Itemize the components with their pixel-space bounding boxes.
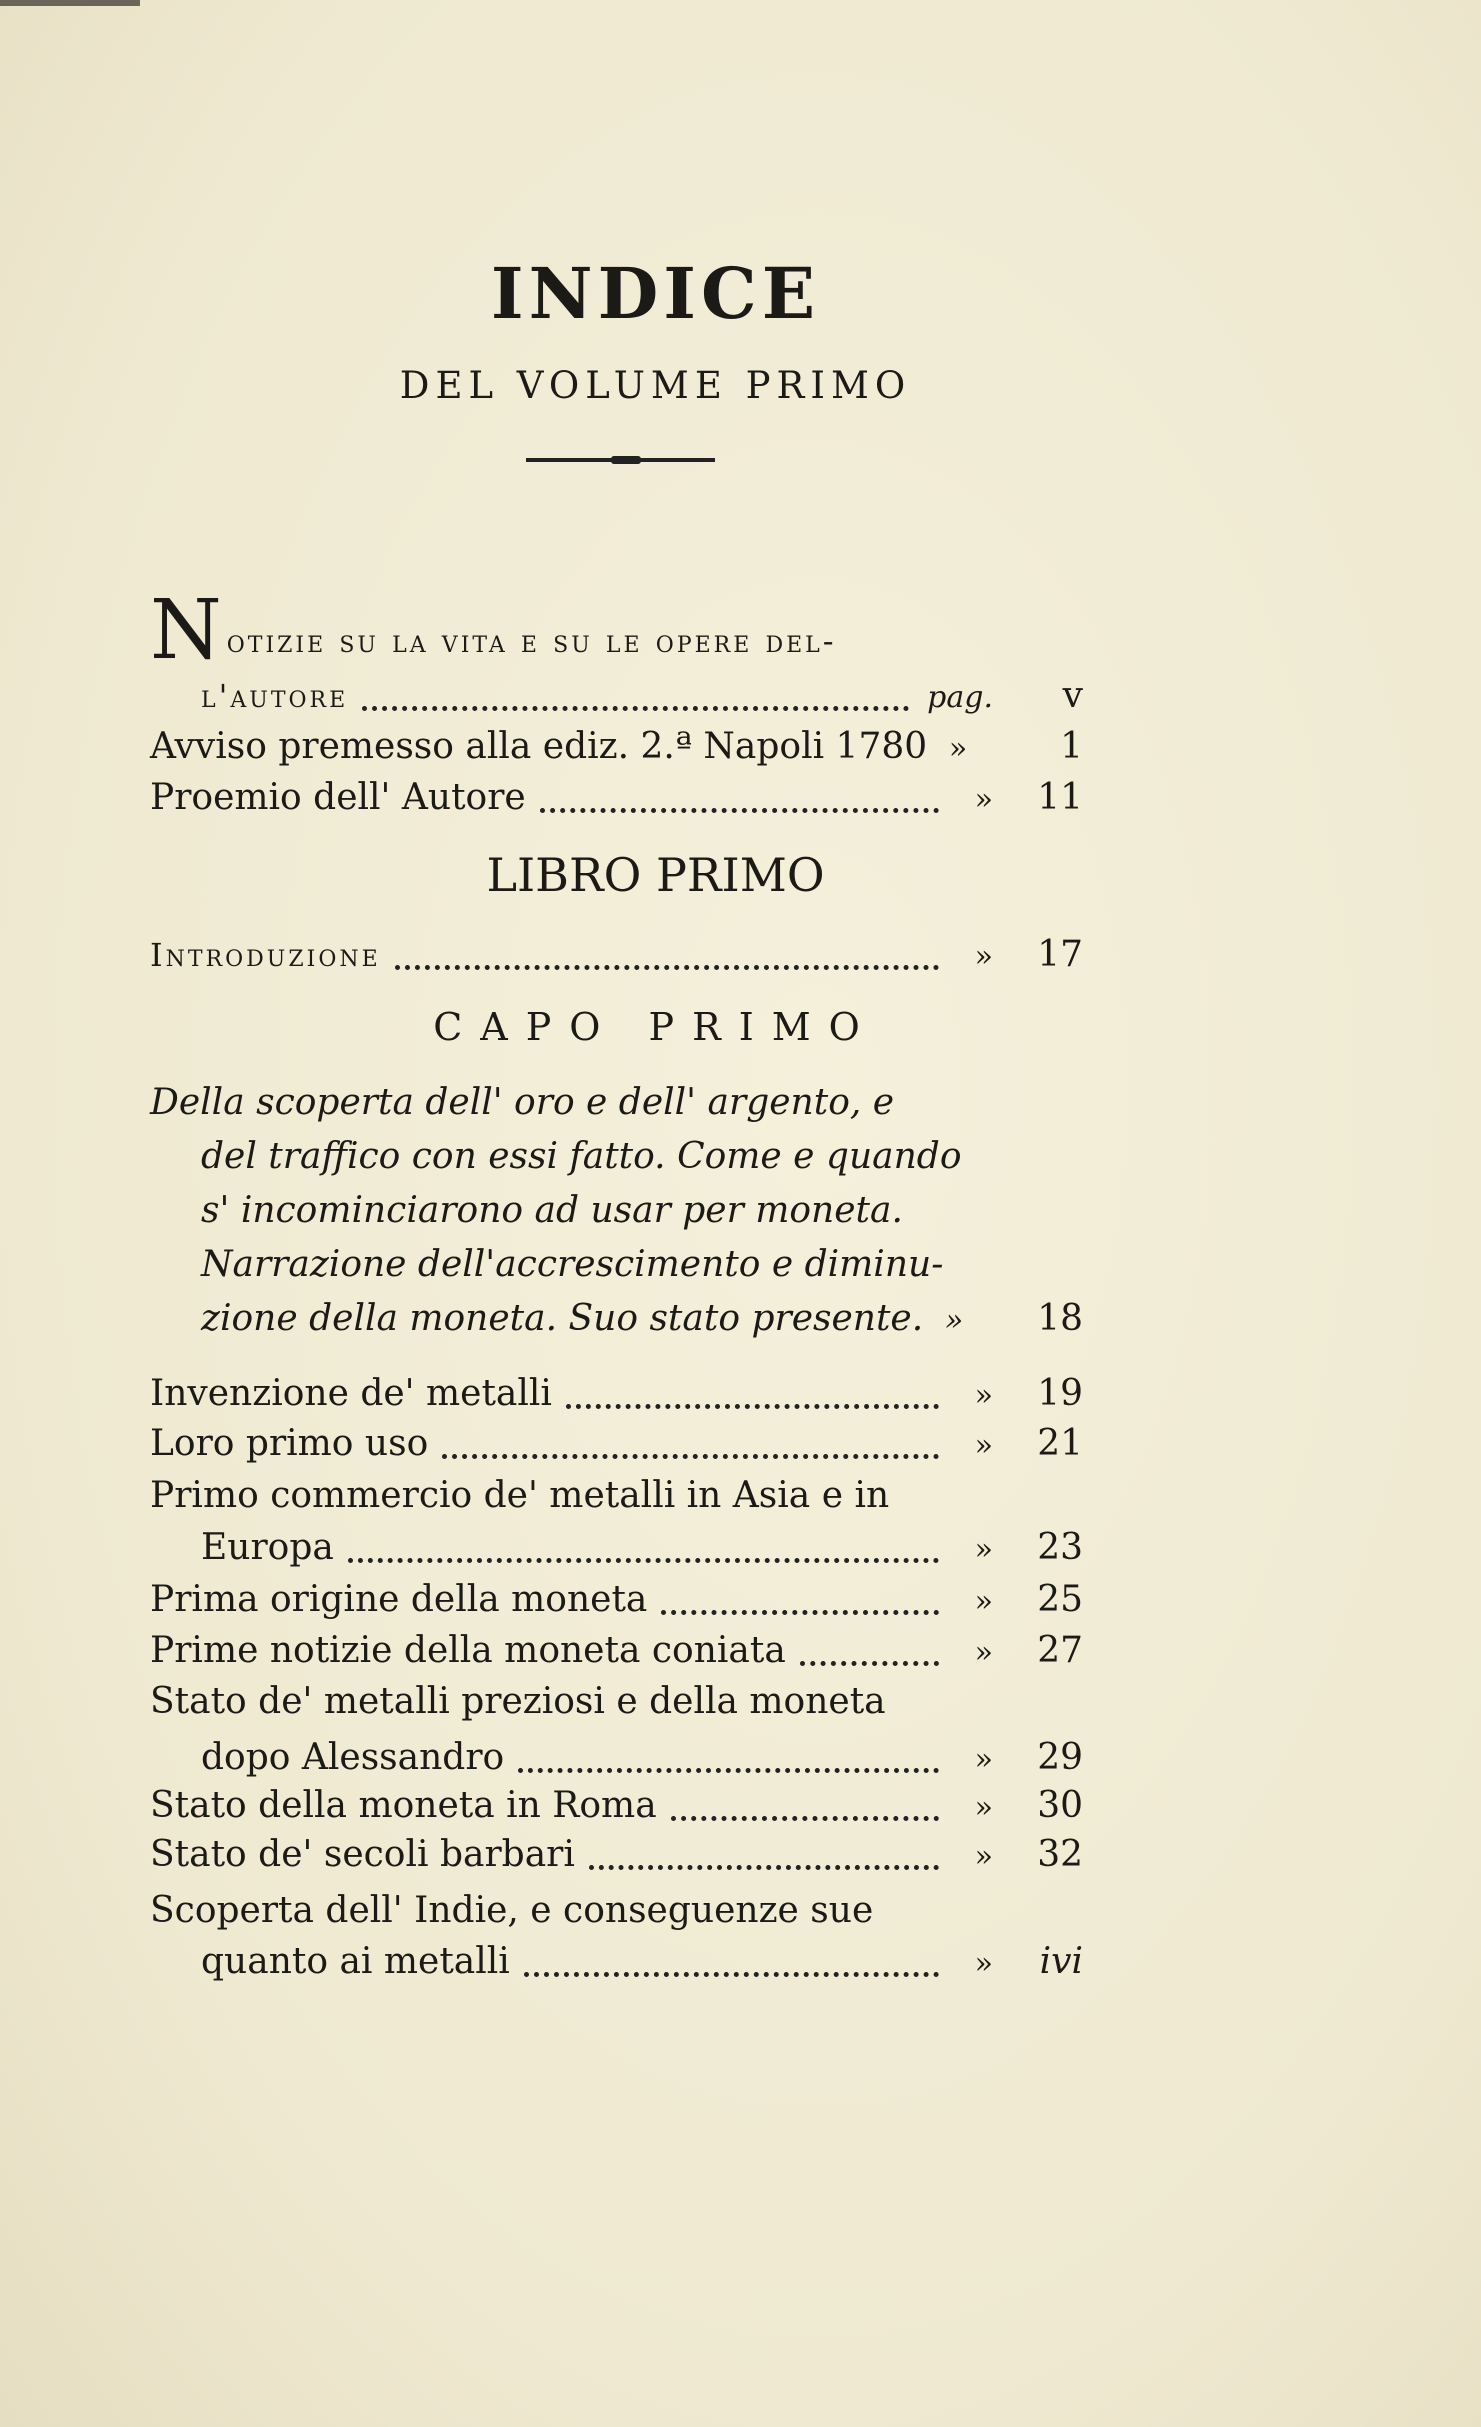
toc-entry (201, 1523, 1083, 1573)
entry-label: otizie su la vita e su le opere del- (226, 622, 837, 660)
entry-label: Prima origine della moneta (150, 1579, 648, 1620)
entry-marker: » (974, 782, 993, 817)
chapter-summary-line (201, 1240, 1083, 1290)
dot-leader (661, 1610, 939, 1615)
summary-text: Narrazione dell'accrescimento e diminu- (201, 1244, 944, 1285)
entry-marker: » (974, 1584, 993, 1619)
dot-leader (566, 1404, 939, 1409)
chapter-summary-line (201, 1294, 1083, 1344)
toc-entry-introduzione (150, 930, 1083, 980)
entry-label: Proemio dell' Autore (150, 777, 526, 818)
entry-marker: » (974, 1790, 993, 1825)
entry-marker: » (944, 1303, 964, 1338)
section-heading-libro: LIBRO PRIMO (486, 848, 825, 902)
page-number: v (1062, 675, 1083, 716)
summary-text: zione della moneta. Suo stato presente. (201, 1298, 924, 1339)
page-edge (0, 0, 140, 6)
page-number: ivi (1039, 1941, 1083, 1982)
toc-entry (150, 1419, 1083, 1469)
dot-leader (348, 1558, 939, 1563)
entry-label: quanto ai metalli (201, 1941, 510, 1982)
toc-entry (150, 1677, 1083, 1727)
section-heading-capo: CAPO PRIMO (433, 1005, 878, 1049)
entry-label: Primo commercio de' metalli in Asia e in (150, 1475, 890, 1516)
entry-label: Invenzione de' metalli (150, 1373, 552, 1414)
entry-marker: » (974, 1839, 993, 1874)
page-number: 27 (1037, 1630, 1083, 1671)
dot-leader (540, 808, 939, 813)
toc-entry-notizie-cont (201, 671, 1083, 721)
entry-marker: » (974, 1635, 993, 1670)
entry-label: Prime notizie della moneta coniata (150, 1630, 786, 1671)
entry-label: l'autore (201, 677, 349, 715)
dot-leader (395, 965, 939, 970)
drop-initial: N (150, 583, 225, 678)
page-number: 19 (1037, 1373, 1083, 1414)
entry-marker: » (974, 1532, 993, 1567)
page-number: 17 (1037, 934, 1083, 975)
dot-leader (442, 1454, 939, 1459)
entry-label: Europa (201, 1527, 334, 1568)
entry-label: Stato de' metalli preziosi e della moneta (150, 1681, 886, 1722)
entry-marker: » (948, 731, 968, 766)
page-number: 1 (1060, 726, 1083, 767)
page-number: 18 (1037, 1298, 1083, 1339)
entry-marker: » (974, 1946, 993, 1981)
toc-entry (150, 1369, 1083, 1419)
dot-leader (800, 1661, 939, 1666)
page-title: INDICE (490, 252, 821, 335)
toc-entry (150, 1471, 1083, 1521)
toc-entry-notizie (150, 583, 1083, 678)
dot-leader (671, 1816, 939, 1821)
entry-marker: » (974, 939, 993, 974)
ornamental-rule (526, 458, 715, 462)
dot-leader (362, 706, 909, 711)
entry-label: Stato de' secoli barbari (150, 1834, 575, 1875)
page-number: 32 (1037, 1834, 1083, 1875)
entry-label: Introduzione (150, 936, 381, 974)
entry-marker: pag. (927, 680, 993, 715)
page-number: 21 (1037, 1423, 1083, 1464)
toc-entry (150, 773, 1083, 823)
toc-entry (150, 1781, 1083, 1831)
entry-label: Loro primo uso (150, 1423, 429, 1464)
entry-marker: » (974, 1428, 993, 1463)
summary-text: Della scoperta dell' oro e dell' argento, e (150, 1082, 895, 1123)
entry-marker: » (974, 1742, 993, 1777)
dot-leader (589, 1865, 939, 1870)
toc-entry (150, 1626, 1083, 1676)
toc-entry (201, 1937, 1083, 1987)
entry-label: dopo Alessandro (201, 1737, 505, 1778)
entry-label: Avviso premesso alla ediz. 2.ª Napoli 1780 (150, 726, 928, 767)
dot-leader (524, 1972, 939, 1977)
page-number: 30 (1037, 1785, 1083, 1826)
toc-entry (150, 722, 1083, 772)
page-number: 29 (1037, 1737, 1083, 1778)
chapter-summary-line (150, 1078, 1083, 1128)
toc-entry (150, 1886, 1083, 1936)
entry-marker: » (974, 1378, 993, 1413)
entry-label: Stato della moneta in Roma (150, 1785, 657, 1826)
chapter-summary-line (201, 1132, 1083, 1182)
toc-entry (150, 1830, 1083, 1880)
page-subtitle: DEL VOLUME PRIMO (399, 364, 912, 407)
chapter-summary-line (201, 1186, 1083, 1236)
toc-entry (150, 1575, 1083, 1625)
page-number: 23 (1037, 1527, 1083, 1568)
summary-text: del traffico con essi fatto. Come e quando (201, 1136, 962, 1177)
dot-leader (518, 1768, 939, 1773)
page-number: 25 (1037, 1579, 1083, 1620)
toc-entry (201, 1733, 1083, 1783)
entry-label: Scoperta dell' Indie, e conseguenze sue (150, 1890, 874, 1931)
page-number: 11 (1037, 777, 1083, 818)
summary-text: s' incominciarono ad usar per moneta. (201, 1190, 903, 1231)
